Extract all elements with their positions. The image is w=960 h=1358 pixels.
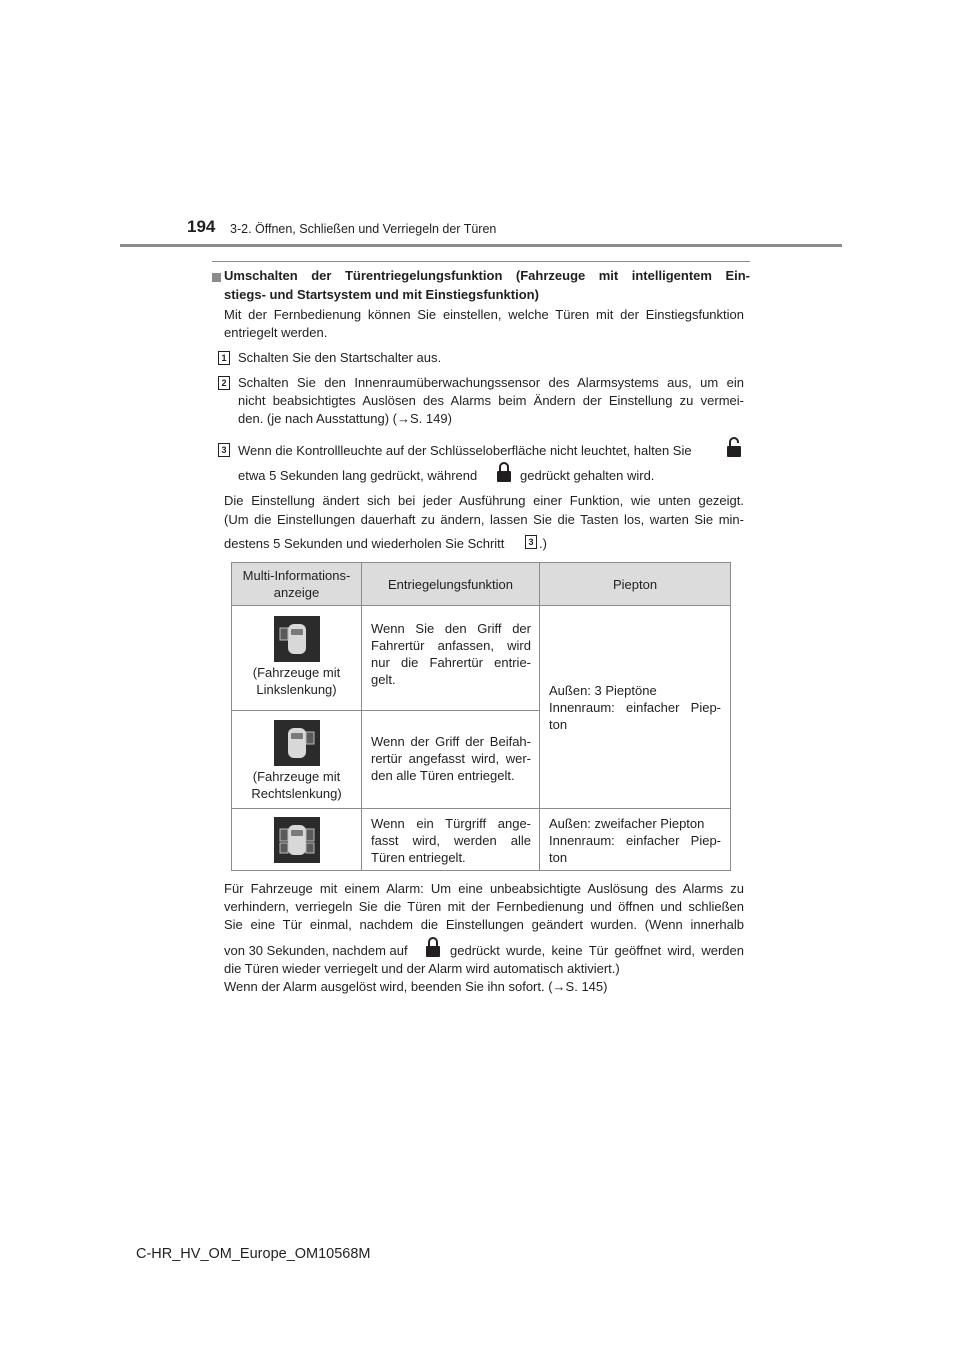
step1-text: Schalten Sie den Startschalter aus. [238, 350, 442, 365]
step3-line2a: etwa 5 Sekunden lang gedrückt, während [238, 468, 478, 483]
intro-line1: Mit der Fernbedienung können Sie einstellen, welche Türen mit der Einstiegsfunktion [224, 307, 744, 322]
function-rhd-line2: rertür angefasst wird, wer- [371, 751, 531, 766]
header-function: Entriegelungsfunktion [362, 563, 540, 606]
table-row [232, 606, 731, 711]
car-all-doors-icon [274, 720, 320, 766]
lhd-caption-line2: Linkslenkung) [256, 682, 337, 697]
header-beep: Piepton [540, 563, 731, 606]
step3-line1: Wenn die Kontrollleuchte auf der Schlüsseloberfläche nicht leuchtet, halten Sie [238, 443, 692, 458]
function-all-line1: Wenn ein Türgriff ange- [371, 816, 531, 831]
function-cell-all [362, 809, 540, 871]
step3-line2b: gedrückt gehalten wird. [520, 468, 655, 483]
header-rule [120, 244, 842, 247]
lock-icon [423, 936, 443, 958]
beep-cell-2 [540, 809, 731, 871]
function-rhd-line1: Wenn der Griff der Beifah- [371, 734, 531, 749]
function-cell-lhd [362, 606, 540, 711]
table-header-row [232, 563, 731, 606]
lock-icon [494, 461, 514, 483]
header-display-line2: anzeige [273, 585, 320, 600]
beep-1-line3: ton [549, 716, 568, 732]
rhd-caption-line2: Rechtslenkung) [251, 786, 342, 801]
note-line3b: .) [539, 536, 547, 551]
step2-line2: nicht beabsichtigtes Auslösen des Alarms beim Ändern der Einstellung zu vermei- [238, 393, 744, 408]
alarm-line4b: gedrückt wurde, keine Tür geöffnet wird, werden [450, 943, 744, 958]
beep-2-line3: ton [549, 850, 568, 865]
step-number-2: 2 [218, 376, 230, 390]
page-number: 194 [187, 217, 216, 236]
section-heading-line1: Umschalten der Türentriegelungsfunktion (Fahrzeuge mit intelligentem Ein- [224, 268, 750, 283]
header-display [232, 563, 362, 606]
display-cell-rhd [232, 711, 362, 809]
note-line2: (Um die Einstellungen dauerhaft zu ändern, lassen Sie die Tasten los, warten Sie min- [224, 512, 744, 527]
function-cell-rhd [362, 711, 540, 809]
header-display-line1: Multi-Informations- [242, 568, 351, 583]
note-step-ref: 3 [525, 535, 537, 549]
beep-2-line2: Innenraum: einfacher Piep- [549, 833, 721, 848]
step-number-3: 3 [218, 443, 230, 457]
step2-line1: Schalten Sie den Innenraumüberwachungssensor des Alarmsystems aus, um ein [238, 375, 744, 390]
note-line3a: destens 5 Sekunden und wiederholen Sie Schritt [224, 536, 505, 551]
table-row [232, 809, 731, 871]
alarm-line2: verhindern, verriegeln Sie die Türen mit der Fernbedienung und öffnen und schließen [224, 899, 744, 914]
function-lhd-line4: gelt. [371, 672, 396, 687]
beep-2-line1: Außen: zweifacher Piepton [549, 816, 705, 831]
alarm-line5: die Türen wieder verriegelt und der Alarm wird automatisch aktiviert.) [224, 961, 620, 976]
function-lhd-line3: nur die Fahrertür entrie- [371, 655, 531, 670]
car-all-doors-icon [274, 817, 320, 863]
beep-cell-1 [540, 606, 731, 809]
section-square-icon [212, 273, 221, 282]
alarm-line6: Wenn der Alarm ausgelöst wird, beenden Sie ihn sofort. (→S. 145) [224, 979, 608, 994]
section-heading-line2: stiegs- und Startsystem und mit Einstiegsfunktion) [224, 287, 539, 302]
rhd-caption-line1: (Fahrzeuge mit [252, 769, 341, 784]
lhd-caption-line1: (Fahrzeuge mit [252, 665, 341, 680]
alarm-line4a: von 30 Sekunden, nachdem auf [224, 943, 408, 958]
function-rhd-line3: den alle Türen entriegelt. [371, 768, 515, 783]
display-cell-all [232, 809, 362, 871]
chapter-title: 3-2. Öffnen, Schließen und Verriegeln der Türen [230, 222, 497, 236]
note-line1: Die Einstellung ändert sich bei jeder Ausführung einer Funktion, wie unten gezeigt. [224, 493, 744, 508]
alarm-line1: Für Fahrzeuge mit einem Alarm: Um eine unbeabsichtigte Auslösung des Alarms zu [224, 881, 744, 896]
beep-1-line2: Innenraum: einfacher Piep- [549, 699, 721, 715]
car-driver-door-icon [274, 616, 320, 662]
settings-table [231, 562, 731, 871]
function-all-line3: Türen entriegelt. [371, 850, 466, 865]
section-rule [212, 261, 750, 262]
display-cell-lhd [232, 606, 362, 711]
alarm-line3: Sie eine Tür einmal, nachdem die Einstellungen geändert wurden. (Wenn innerhalb [224, 917, 744, 932]
function-lhd-line1: Wenn Sie den Griff der [371, 621, 531, 636]
function-all-line2: fasst wird, werden alle [371, 833, 531, 848]
intro-line2: entriegelt werden. [224, 325, 328, 340]
beep-1-line1: Außen: 3 Pieptöne [549, 682, 657, 698]
footer-doc-id: C-HR_HV_OM_Europe_OM10568M [136, 1246, 371, 1262]
unlock-icon [724, 436, 744, 458]
function-lhd-line2: Fahrertür anfassen, wird [371, 638, 531, 653]
step2-line3: den. (je nach Ausstattung) (→S. 149) [238, 411, 452, 426]
step-number-1: 1 [218, 351, 230, 365]
